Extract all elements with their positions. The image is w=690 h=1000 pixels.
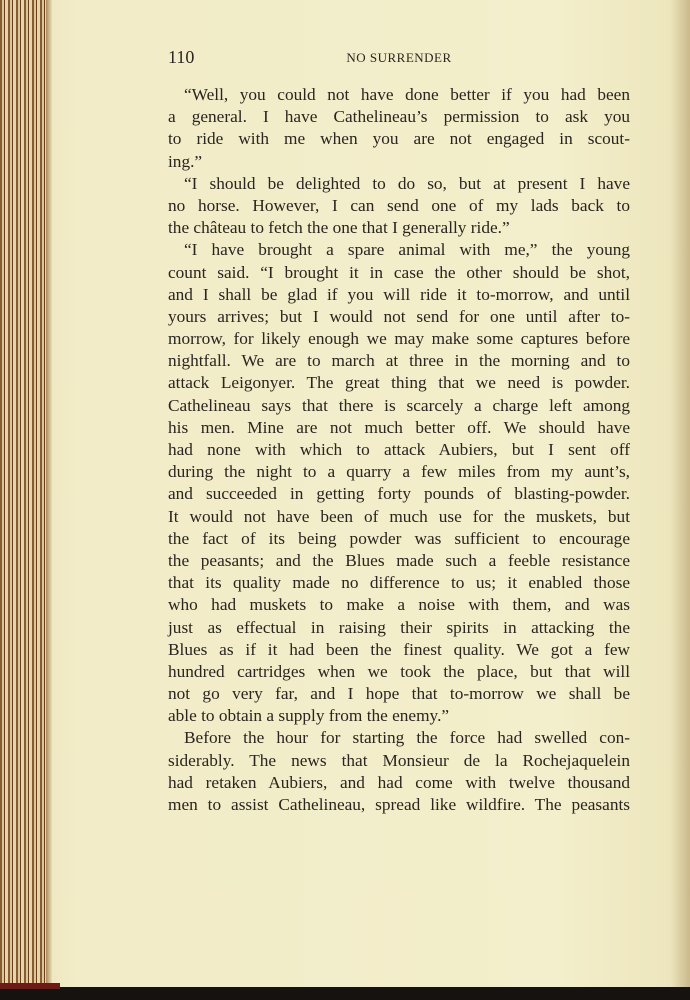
line bbox=[168, 84, 630, 106]
text-line: Cathelineau says that there is scarcely a charge left among bbox=[168, 395, 630, 415]
line bbox=[168, 705, 630, 727]
line bbox=[168, 772, 630, 794]
text-line: the château to fetch the one that I generally ride.” bbox=[168, 218, 510, 238]
line bbox=[168, 372, 630, 394]
line bbox=[168, 461, 630, 483]
text-line: It would not have been of much use for the muskets, but bbox=[168, 506, 630, 526]
line bbox=[168, 794, 630, 816]
text-line: a general. I have Cathelineau’s permission to ask you bbox=[168, 107, 630, 127]
line bbox=[168, 727, 630, 749]
line bbox=[168, 439, 630, 461]
text-line: and I shall be glad if you will ride it to-morrow, and until bbox=[168, 284, 630, 304]
page-body-text bbox=[168, 84, 630, 816]
line bbox=[168, 483, 630, 505]
line bbox=[168, 528, 630, 550]
text-line: Blues as if it had been the finest quality. We got a few bbox=[168, 639, 630, 659]
line bbox=[168, 639, 630, 661]
text-line: had retaken Aubiers, and had come with twelve thousand bbox=[168, 772, 630, 792]
paragraph bbox=[168, 239, 630, 727]
text-line: the fact of its being powder was sufficient to encourage bbox=[168, 528, 630, 548]
line bbox=[168, 217, 630, 239]
text-line: count said. “I brought it in case the other should be shot, bbox=[168, 262, 630, 282]
page-number: 110 bbox=[168, 47, 195, 67]
text-line: and succeeded in getting forty pounds of blasting-powder. bbox=[168, 484, 630, 504]
line bbox=[168, 350, 630, 372]
page-header bbox=[168, 47, 630, 67]
line bbox=[168, 128, 630, 150]
text-line: “I have brought a spare animal with me,” the young bbox=[184, 240, 630, 260]
text-line: able to obtain a supply from the enemy.” bbox=[168, 706, 450, 726]
paragraph bbox=[168, 84, 630, 173]
text-line: morrow, for likely enough we may make some captures before bbox=[168, 329, 630, 349]
text-line: the peasants; and the Blues made such a feeble resistance bbox=[168, 550, 630, 570]
line bbox=[168, 572, 630, 594]
text-line: during the night to a quarry a few miles from my aunt’s, bbox=[168, 462, 630, 482]
line bbox=[168, 617, 630, 639]
text-line: siderably. The news that Monsieur de la Rochejaquelein bbox=[168, 750, 630, 770]
text-line: just as effectual in raising their spirits in attacking the bbox=[168, 617, 630, 637]
line bbox=[168, 661, 630, 683]
line bbox=[168, 173, 630, 195]
paragraph bbox=[168, 727, 630, 816]
line bbox=[168, 284, 630, 306]
line bbox=[168, 239, 630, 261]
line bbox=[168, 683, 630, 705]
line bbox=[168, 151, 630, 173]
line bbox=[168, 417, 630, 439]
text-line: to ride with me when you are not engaged in scout- bbox=[168, 129, 630, 149]
running-head: NO SURRENDER bbox=[346, 50, 452, 65]
line bbox=[168, 106, 630, 128]
text-line: attack Leigonyer. The great thing that we need is powder. bbox=[168, 373, 630, 393]
paragraph bbox=[168, 173, 630, 240]
line bbox=[168, 328, 630, 350]
line bbox=[168, 395, 630, 417]
text-line: his men. Mine are not much better off. We should have bbox=[168, 417, 630, 437]
text-line: hundred cartridges when we took the place, but that will bbox=[168, 661, 630, 681]
line bbox=[168, 506, 630, 528]
text-line: Before the hour for starting the force had swelled con- bbox=[184, 728, 630, 748]
text-line: that its quality made no difference to us; it enabled those bbox=[168, 573, 630, 593]
line bbox=[168, 594, 630, 616]
line bbox=[168, 306, 630, 328]
text-line: not go very far, and I hope that to-morrow we shall be bbox=[168, 684, 630, 704]
page-stack-edges bbox=[0, 0, 52, 990]
text-line: had none with which to attack Aubiers, but I sent off bbox=[168, 440, 630, 459]
line bbox=[168, 550, 630, 572]
text-line: yours arrives; but I would not send for one until after to- bbox=[168, 306, 630, 326]
line bbox=[168, 195, 630, 217]
text-line: nightfall. We are to march at three in the morning and to bbox=[168, 351, 630, 371]
text-line: “Well, you could not have done better if you had been bbox=[184, 85, 630, 104]
scanner-bottom-edge bbox=[0, 987, 690, 1000]
text-line: who had muskets to make a noise with them, and was bbox=[168, 595, 630, 615]
text-line: no horse. However, I can send one of my lads back to bbox=[168, 195, 630, 215]
line bbox=[168, 750, 630, 772]
text-line: men to assist Cathelineau, spread like wildfire. The peasants bbox=[168, 795, 630, 814]
text-line: ing.” bbox=[168, 151, 203, 171]
line bbox=[168, 262, 630, 284]
text-line: “I should be delighted to do so, but at present I have bbox=[184, 173, 630, 193]
